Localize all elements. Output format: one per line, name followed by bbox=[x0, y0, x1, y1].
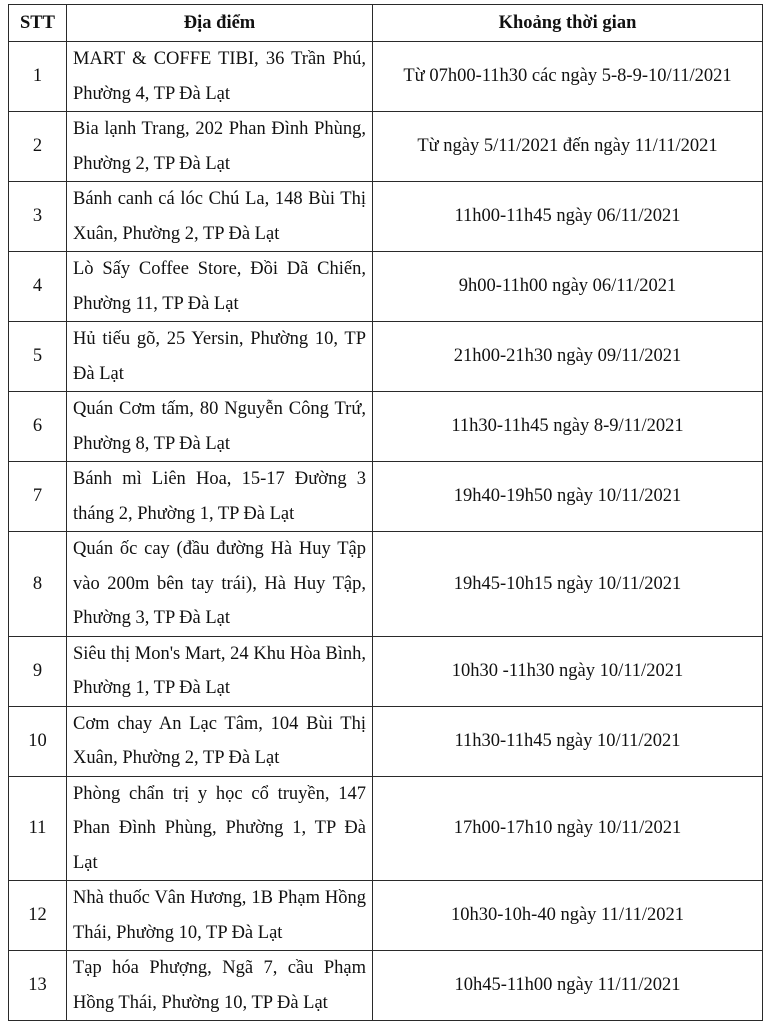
row-stt: 1 bbox=[9, 42, 67, 112]
row-stt: 10 bbox=[9, 706, 67, 776]
row-place: Tạp hóa Phượng, Ngã 7, cầu Phạm Hồng Thái, Phường 10, TP Đà Lạt bbox=[67, 951, 373, 1021]
row-time: 19h45-10h15 ngày 10/11/2021 bbox=[373, 532, 763, 637]
row-time: 11h30-11h45 ngày 8-9/11/2021 bbox=[373, 392, 763, 462]
row-stt: 8 bbox=[9, 532, 67, 637]
row-stt: 4 bbox=[9, 252, 67, 322]
table-row bbox=[9, 706, 763, 776]
table-row bbox=[9, 636, 763, 706]
row-time: 10h45-11h00 ngày 11/11/2021 bbox=[373, 951, 763, 1021]
row-time: Từ 07h00-11h30 các ngày 5-8-9-10/11/2021 bbox=[373, 42, 763, 112]
table-header-row bbox=[9, 5, 763, 42]
row-stt: 13 bbox=[9, 951, 67, 1021]
row-stt: 9 bbox=[9, 636, 67, 706]
table-row bbox=[9, 322, 763, 392]
row-time: Từ ngày 5/11/2021 đến ngày 11/11/2021 bbox=[373, 112, 763, 182]
row-place: MART & COFFE TIBI, 36 Trần Phú, Phường 4, TP Đà Lạt bbox=[67, 42, 373, 112]
table-row bbox=[9, 532, 763, 637]
table-row bbox=[9, 462, 763, 532]
row-place: Bánh canh cá lóc Chú La, 148 Bùi Thị Xuân, Phường 2, TP Đà Lạt bbox=[67, 182, 373, 252]
row-place: Lò Sấy Coffee Store, Đồi Dã Chiến, Phường 11, TP Đà Lạt bbox=[67, 252, 373, 322]
locations-table bbox=[8, 4, 763, 1021]
row-stt: 5 bbox=[9, 322, 67, 392]
row-time: 9h00-11h00 ngày 06/11/2021 bbox=[373, 252, 763, 322]
table-row bbox=[9, 392, 763, 462]
row-time: 19h40-19h50 ngày 10/11/2021 bbox=[373, 462, 763, 532]
table-row bbox=[9, 951, 763, 1021]
row-stt: 2 bbox=[9, 112, 67, 182]
row-place: Quán ốc cay (đầu đường Hà Huy Tập vào 200m bên tay trái), Hà Huy Tập, Phường 3, TP Đà Lạt bbox=[67, 532, 373, 637]
row-place: Cơm chay An Lạc Tâm, 104 Bùi Thị Xuân, Phường 2, TP Đà Lạt bbox=[67, 706, 373, 776]
row-stt: 7 bbox=[9, 462, 67, 532]
header-stt: STT bbox=[9, 5, 67, 42]
table-row bbox=[9, 881, 763, 951]
row-time: 21h00-21h30 ngày 09/11/2021 bbox=[373, 322, 763, 392]
table-row bbox=[9, 42, 763, 112]
row-stt: 12 bbox=[9, 881, 67, 951]
row-place: Nhà thuốc Vân Hương, 1B Phạm Hồng Thái, Phường 10, TP Đà Lạt bbox=[67, 881, 373, 951]
row-place: Siêu thị Mon's Mart, 24 Khu Hòa Bình, Phường 1, TP Đà Lạt bbox=[67, 636, 373, 706]
row-time: 11h30-11h45 ngày 10/11/2021 bbox=[373, 706, 763, 776]
table-row bbox=[9, 112, 763, 182]
row-time: 10h30 -11h30 ngày 10/11/2021 bbox=[373, 636, 763, 706]
row-place: Quán Cơm tấm, 80 Nguyễn Công Trứ, Phường 8, TP Đà Lạt bbox=[67, 392, 373, 462]
row-stt: 11 bbox=[9, 776, 67, 881]
header-time: Khoảng thời gian bbox=[373, 5, 763, 42]
table-row bbox=[9, 182, 763, 252]
row-place: Bánh mì Liên Hoa, 15-17 Đường 3 tháng 2, Phường 1, TP Đà Lạt bbox=[67, 462, 373, 532]
header-place: Địa điểm bbox=[67, 5, 373, 42]
row-time: 17h00-17h10 ngày 10/11/2021 bbox=[373, 776, 763, 881]
row-time: 10h30-10h-40 ngày 11/11/2021 bbox=[373, 881, 763, 951]
schedule-document bbox=[8, 4, 762, 1021]
table-row bbox=[9, 252, 763, 322]
row-place: Phòng chẩn trị y học cổ truyền, 147 Phan Đình Phùng, Phường 1, TP Đà Lạt bbox=[67, 776, 373, 881]
row-place: Bia lạnh Trang, 202 Phan Đình Phùng, Phường 2, TP Đà Lạt bbox=[67, 112, 373, 182]
row-time: 11h00-11h45 ngày 06/11/2021 bbox=[373, 182, 763, 252]
row-place: Hủ tiếu gõ, 25 Yersin, Phường 10, TP Đà Lạt bbox=[67, 322, 373, 392]
row-stt: 6 bbox=[9, 392, 67, 462]
table-row bbox=[9, 776, 763, 881]
row-stt: 3 bbox=[9, 182, 67, 252]
